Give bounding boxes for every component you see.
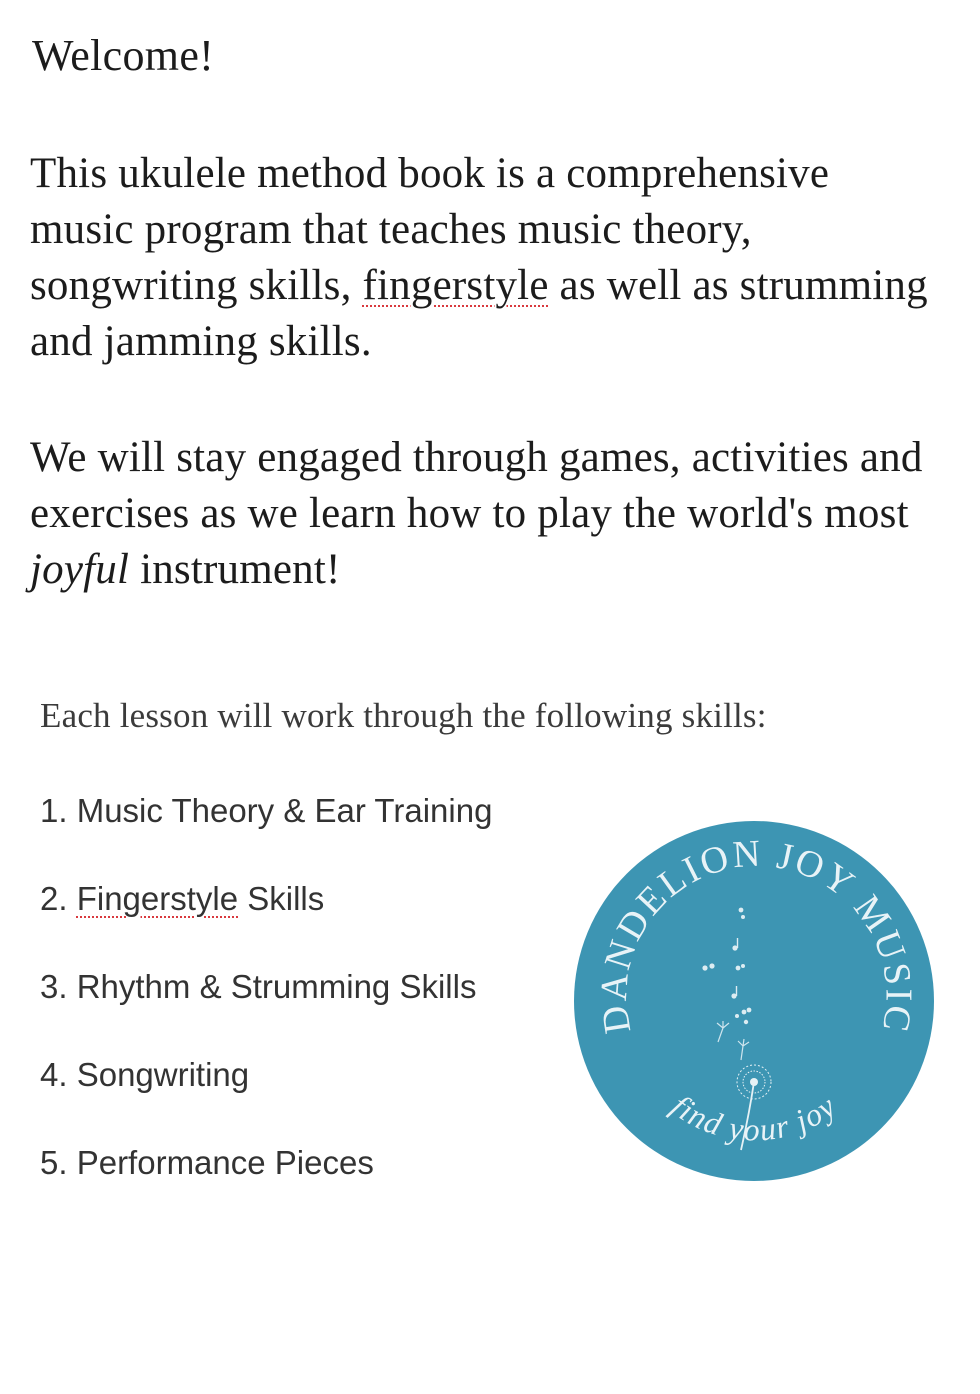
- intro-paragraph: [30, 146, 930, 370]
- logo-brand-text: DANDELION JOY MUSIC: [592, 832, 920, 1037]
- engagement-paragraph: [30, 430, 930, 598]
- logo-tagline-text: find your joy: [665, 1087, 843, 1148]
- welcome-heading: Welcome!: [32, 31, 215, 80]
- skill-label: Music Theory & Ear Training: [76, 792, 493, 829]
- skill-item-rhythm: [40, 962, 492, 1050]
- skills-list: [40, 786, 492, 1226]
- skill-label: Songwriting: [76, 1056, 250, 1093]
- joyful-emphasis: joyful: [30, 546, 130, 593]
- dandelion-joy-music-logo: [573, 820, 935, 1182]
- skill-number: 4.: [40, 1056, 77, 1093]
- skill-item-performance: [40, 1138, 492, 1226]
- engage-text-part2: instrument!: [129, 546, 341, 593]
- engage-text-part1: We will stay engaged through games, activities and exercises as we learn how to play the world's most: [30, 434, 923, 537]
- skill-number: 2.: [40, 880, 77, 917]
- intro-spellcheck-word[interactable]: fingerstyle: [362, 262, 549, 309]
- skill-spellcheck-word[interactable]: Fingerstyle: [76, 880, 239, 917]
- skill-number: 1.: [40, 792, 77, 829]
- skill-item-music-theory: [40, 786, 492, 874]
- skills-intro-heading: Each lesson will work through the following skills:: [40, 696, 767, 735]
- intro-text-part2: as well as strumming and jamming skills.: [30, 262, 928, 365]
- skill-number: 5.: [40, 1144, 77, 1181]
- logo-graphic: [573, 820, 935, 1182]
- skill-item-fingerstyle: [40, 874, 492, 962]
- intro-text-part1: This ukulele method book is a comprehensive music program that teaches music theory, songwriting skills,: [30, 150, 830, 309]
- skill-label: Skills: [238, 880, 325, 917]
- skill-item-songwriting: [40, 1050, 492, 1138]
- skill-label: Rhythm & Strumming Skills: [76, 968, 477, 1005]
- skill-label: Performance Pieces: [76, 1144, 374, 1181]
- skill-number: 3.: [40, 968, 77, 1005]
